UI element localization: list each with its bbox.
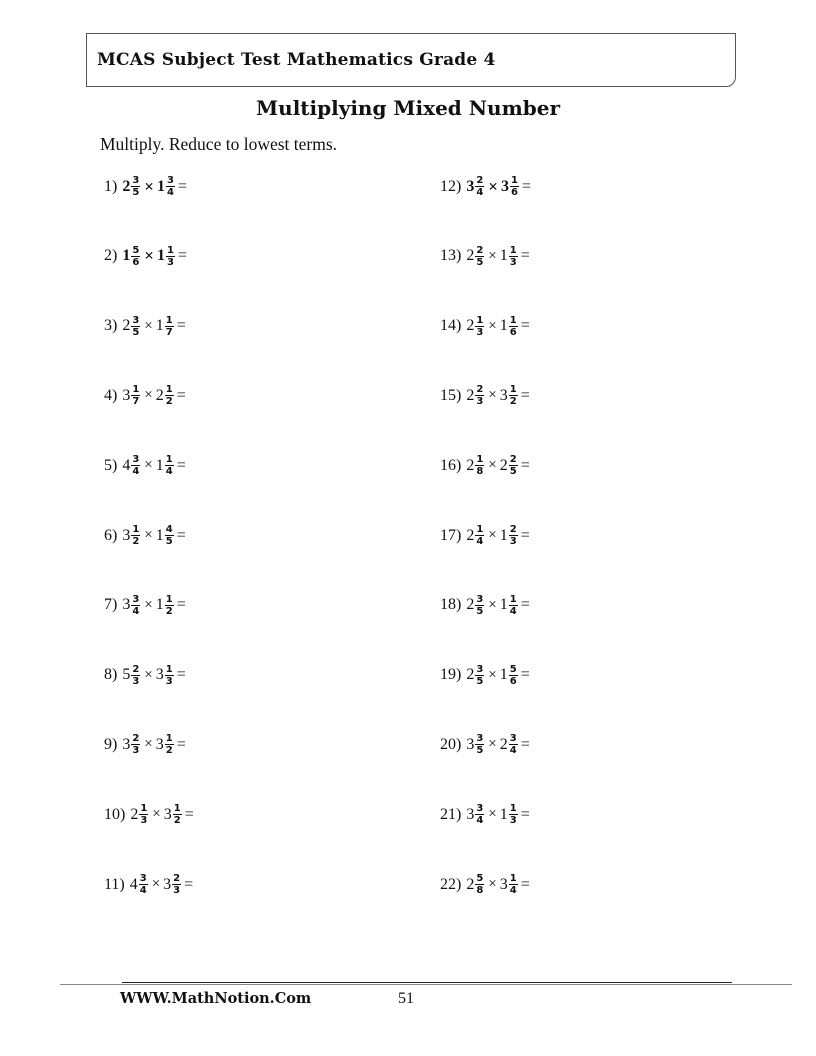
numerator: 1: [140, 803, 148, 815]
fraction: [475, 664, 484, 687]
fraction: [173, 803, 182, 826]
times-operator: ×: [152, 806, 161, 823]
numerator: 3: [476, 803, 484, 815]
equals-sign: =: [176, 386, 186, 404]
whole-number: 1: [122, 247, 131, 265]
whole-number: 3: [466, 805, 475, 823]
whole-number: 2: [466, 526, 475, 544]
problem-6: [104, 524, 186, 547]
numerator: 1: [165, 454, 173, 466]
problem-label: 20): [440, 735, 462, 753]
equals-sign: =: [520, 875, 530, 893]
denominator: 2: [165, 745, 173, 757]
problem-label: 9): [104, 735, 118, 753]
whole-number: 3: [122, 735, 131, 753]
numerator: 3: [132, 454, 140, 466]
numerator: 3: [476, 663, 484, 675]
fraction: [510, 175, 519, 198]
fraction: [475, 873, 484, 896]
whole-number: 2: [466, 247, 475, 265]
times-operator: ×: [144, 387, 153, 404]
page-title: Multiplying Mixed Number: [256, 96, 560, 120]
whole-number: 3: [500, 177, 509, 195]
fraction: [131, 454, 140, 477]
problem-20: [440, 733, 530, 756]
problem-label: 11): [104, 875, 125, 893]
times-operator: ×: [488, 806, 497, 823]
problem-17: [440, 524, 530, 547]
numerator: 1: [165, 663, 173, 675]
numerator: 2: [509, 524, 517, 535]
numerator: 1: [166, 244, 174, 256]
denominator: 7: [132, 396, 140, 408]
equals-sign: =: [176, 596, 186, 614]
numerator: 2: [476, 384, 484, 396]
problem-label: 6): [104, 526, 118, 544]
fraction: [131, 175, 140, 198]
whole-number: 1: [155, 526, 164, 544]
numerator: 3: [132, 175, 140, 186]
whole-number: 1: [499, 317, 508, 335]
problem-1: [104, 175, 187, 198]
times-operator: ×: [488, 527, 497, 543]
problem-label: 1): [104, 177, 118, 195]
denominator: 4: [132, 605, 140, 617]
numerator: 1: [132, 524, 140, 535]
denominator: 3: [173, 885, 181, 896]
equals-sign: =: [520, 386, 530, 404]
whole-number: 3: [163, 805, 172, 823]
problem-2: [104, 245, 187, 268]
denominator: 3: [476, 326, 484, 338]
whole-number: 3: [122, 526, 131, 544]
problem-label: 14): [440, 317, 462, 335]
problem-13: [440, 245, 530, 268]
denominator: 2: [165, 396, 173, 408]
denominator: 2: [132, 536, 140, 547]
equals-sign: =: [521, 177, 531, 195]
whole-number: 1: [499, 805, 508, 823]
whole-number: 2: [466, 386, 475, 404]
fraction: [131, 384, 140, 407]
times-operator: ×: [488, 317, 497, 334]
numerator: 5: [132, 244, 140, 256]
denominator: 5: [476, 675, 484, 687]
denominator: 5: [165, 536, 173, 547]
numerator: 4: [165, 524, 173, 535]
denominator: 4: [132, 466, 140, 478]
fraction: [131, 733, 140, 756]
times-operator: ×: [488, 176, 498, 196]
times-operator: ×: [488, 247, 497, 264]
times-operator: ×: [144, 736, 153, 753]
problem-4: [104, 384, 186, 407]
denominator: 4: [509, 745, 517, 757]
fraction: [165, 594, 174, 617]
denominator: 4: [476, 187, 484, 198]
fraction: [131, 594, 140, 617]
numerator: 3: [476, 593, 484, 605]
times-operator: ×: [144, 596, 153, 613]
problem-label: 21): [440, 805, 462, 823]
whole-number: 1: [499, 526, 508, 544]
numerator: 3: [476, 733, 484, 745]
numerator: 1: [509, 803, 517, 815]
numerator: 1: [476, 524, 484, 535]
times-operator: ×: [144, 457, 153, 474]
times-operator: ×: [488, 736, 497, 753]
header-title: MCAS Subject Test Mathematics Grade 4: [97, 50, 496, 70]
whole-number: 3: [163, 875, 172, 893]
denominator: 6: [509, 675, 517, 687]
numerator: 1: [476, 314, 484, 326]
fraction: [131, 664, 140, 687]
denominator: 3: [509, 256, 517, 268]
equals-sign: =: [520, 456, 530, 474]
problem-16: [440, 454, 530, 477]
denominator: 3: [132, 675, 140, 687]
fraction: [475, 524, 484, 547]
denominator: 6: [510, 187, 518, 198]
numerator: 5: [509, 663, 517, 675]
denominator: 6: [132, 256, 140, 268]
problem-label: 4): [104, 386, 118, 404]
page-number: 51: [398, 990, 414, 1007]
whole-number: 2: [499, 735, 508, 753]
fraction: [475, 803, 484, 826]
times-operator: ×: [144, 527, 153, 543]
denominator: 5: [132, 326, 140, 338]
times-operator: ×: [488, 596, 497, 613]
equals-sign: =: [520, 735, 530, 753]
footer-website: WWW.MathNotion.Com: [120, 990, 312, 1007]
header-box: [86, 33, 736, 87]
equals-sign: =: [520, 596, 530, 614]
problem-label: 8): [104, 666, 118, 684]
fraction: [165, 664, 174, 687]
fraction: [475, 594, 484, 617]
numerator: 3: [509, 733, 517, 745]
fraction: [165, 315, 174, 338]
numerator: 3: [132, 314, 140, 326]
problem-11: [104, 873, 193, 896]
whole-number: 3: [122, 386, 131, 404]
problem-label: 12): [440, 177, 462, 195]
whole-number: 2: [130, 805, 139, 823]
fraction: [165, 454, 174, 477]
denominator: 5: [476, 256, 484, 268]
whole-number: 1: [156, 247, 165, 265]
whole-number: 3: [155, 735, 164, 753]
denominator: 5: [509, 466, 517, 478]
whole-number: 3: [499, 875, 508, 893]
equals-sign: =: [520, 526, 530, 544]
fraction: [475, 315, 484, 338]
whole-number: 2: [466, 317, 475, 335]
problem-label: 5): [104, 456, 118, 474]
numerator: 1: [132, 384, 140, 396]
problem-label: 10): [104, 805, 126, 823]
denominator: 4: [165, 466, 173, 478]
equals-sign: =: [184, 875, 194, 893]
times-operator: ×: [144, 666, 153, 683]
problem-15: [440, 384, 530, 407]
fraction: [475, 384, 484, 407]
denominator: 4: [476, 536, 484, 547]
problem-7: [104, 594, 186, 617]
fraction: [131, 245, 140, 268]
denominator: 2: [173, 815, 181, 827]
equals-sign: =: [176, 526, 186, 544]
fraction: [509, 733, 518, 756]
denominator: 5: [476, 745, 484, 757]
numerator: 1: [165, 733, 173, 745]
problem-label: 15): [440, 386, 462, 404]
denominator: 4: [509, 605, 517, 617]
whole-number: 3: [155, 666, 164, 684]
numerator: 2: [509, 454, 517, 466]
denominator: 2: [509, 396, 517, 408]
numerator: 1: [165, 384, 173, 396]
times-operator: ×: [488, 457, 497, 474]
numerator: 1: [476, 454, 484, 466]
equals-sign: =: [520, 317, 530, 335]
denominator: 5: [476, 605, 484, 617]
equals-sign: =: [520, 805, 530, 823]
whole-number: 3: [466, 735, 475, 753]
whole-number: 1: [499, 666, 508, 684]
problem-8: [104, 664, 186, 687]
whole-number: 3: [122, 596, 131, 614]
fraction: [509, 384, 518, 407]
denominator: 3: [140, 815, 148, 827]
times-operator: ×: [144, 246, 154, 266]
whole-number: 5: [122, 666, 131, 684]
whole-number: 4: [122, 456, 131, 474]
fraction: [509, 315, 518, 338]
denominator: 7: [165, 326, 173, 338]
whole-number: 3: [466, 177, 475, 195]
problem-18: [440, 594, 530, 617]
fraction: [139, 873, 148, 896]
fraction: [166, 175, 175, 198]
fraction: [509, 524, 518, 547]
problem-label: 13): [440, 247, 462, 265]
denominator: 6: [509, 326, 517, 338]
denominator: 4: [476, 815, 484, 827]
numerator: 3: [139, 873, 147, 884]
footer-divider-light: [60, 984, 792, 985]
problem-19: [440, 664, 530, 687]
denominator: 3: [476, 396, 484, 408]
fraction: [509, 454, 518, 477]
numerator: 5: [476, 873, 484, 884]
whole-number: 2: [466, 596, 475, 614]
problem-label: 7): [104, 596, 118, 614]
problem-label: 2): [104, 247, 118, 265]
numerator: 1: [509, 244, 517, 256]
equals-sign: =: [176, 456, 186, 474]
numerator: 2: [476, 244, 484, 256]
equals-sign: =: [177, 247, 187, 265]
whole-number: 2: [122, 177, 131, 195]
problem-14: [440, 315, 530, 338]
problem-10: [104, 803, 194, 826]
equals-sign: =: [520, 247, 530, 265]
denominator: 3: [132, 745, 140, 757]
numerator: 2: [476, 175, 484, 186]
problem-label: 18): [440, 596, 462, 614]
fraction: [509, 594, 518, 617]
problem-label: 17): [440, 526, 462, 544]
numerator: 2: [173, 873, 181, 884]
numerator: 1: [173, 803, 181, 815]
fraction: [475, 733, 484, 756]
numerator: 1: [509, 314, 517, 326]
problem-9: [104, 733, 186, 756]
times-operator: ×: [488, 876, 497, 892]
problem-label: 19): [440, 666, 462, 684]
problem-label: 3): [104, 317, 118, 335]
whole-number: 1: [499, 247, 508, 265]
whole-number: 4: [129, 875, 138, 893]
problem-3: [104, 315, 186, 338]
problem-5: [104, 454, 186, 477]
times-operator: ×: [488, 387, 497, 404]
problem-label: 16): [440, 456, 462, 474]
problem-21: [440, 803, 530, 826]
denominator: 8: [476, 466, 484, 478]
whole-number: 3: [499, 386, 508, 404]
equals-sign: =: [176, 735, 186, 753]
denominator: 3: [509, 536, 517, 547]
fraction: [131, 524, 140, 547]
numerator: 3: [166, 175, 174, 186]
denominator: 3: [166, 256, 174, 268]
numerator: 1: [509, 593, 517, 605]
equals-sign: =: [177, 177, 187, 195]
denominator: 2: [165, 605, 173, 617]
fraction: [475, 175, 484, 198]
denominator: 4: [166, 187, 174, 198]
denominator: 8: [476, 885, 484, 896]
fraction: [165, 733, 174, 756]
fraction: [509, 873, 518, 896]
denominator: 4: [509, 885, 517, 896]
fraction: [509, 245, 518, 268]
denominator: 3: [509, 815, 517, 827]
numerator: 1: [509, 384, 517, 396]
problem-12: [440, 175, 531, 198]
problem-22: [440, 873, 530, 896]
whole-number: 1: [499, 596, 508, 614]
problem-label: 22): [440, 875, 462, 893]
numerator: 3: [132, 593, 140, 605]
times-operator: ×: [151, 876, 161, 892]
times-operator: ×: [488, 666, 497, 683]
whole-number: 2: [466, 666, 475, 684]
denominator: 5: [132, 187, 140, 198]
whole-number: 2: [466, 875, 475, 893]
whole-number: 1: [155, 596, 164, 614]
whole-number: 2: [155, 386, 164, 404]
whole-number: 2: [122, 317, 131, 335]
whole-number: 2: [499, 456, 508, 474]
footer-divider: [122, 982, 732, 983]
equals-sign: =: [184, 805, 194, 823]
equals-sign: =: [520, 666, 530, 684]
equals-sign: =: [176, 666, 186, 684]
whole-number: 1: [155, 317, 164, 335]
fraction: [509, 664, 518, 687]
fraction: [475, 454, 484, 477]
whole-number: 1: [155, 456, 164, 474]
fraction: [509, 803, 518, 826]
numerator: 1: [509, 873, 517, 884]
numerator: 2: [132, 733, 140, 745]
numerator: 2: [132, 663, 140, 675]
instructions: Multiply. Reduce to lowest terms.: [100, 134, 338, 154]
denominator: 3: [165, 675, 173, 687]
whole-number: 1: [156, 177, 165, 195]
equals-sign: =: [176, 317, 186, 335]
fraction: [139, 803, 148, 826]
fraction: [131, 315, 140, 338]
denominator: 4: [139, 885, 147, 896]
fraction: [172, 873, 181, 896]
fraction: [166, 245, 175, 268]
times-operator: ×: [144, 176, 154, 196]
whole-number: 2: [466, 456, 475, 474]
times-operator: ×: [144, 317, 153, 334]
numerator: 1: [165, 314, 173, 326]
fraction: [475, 245, 484, 268]
numerator: 1: [510, 175, 518, 186]
fraction: [165, 524, 174, 547]
fraction: [165, 384, 174, 407]
numerator: 1: [165, 593, 173, 605]
